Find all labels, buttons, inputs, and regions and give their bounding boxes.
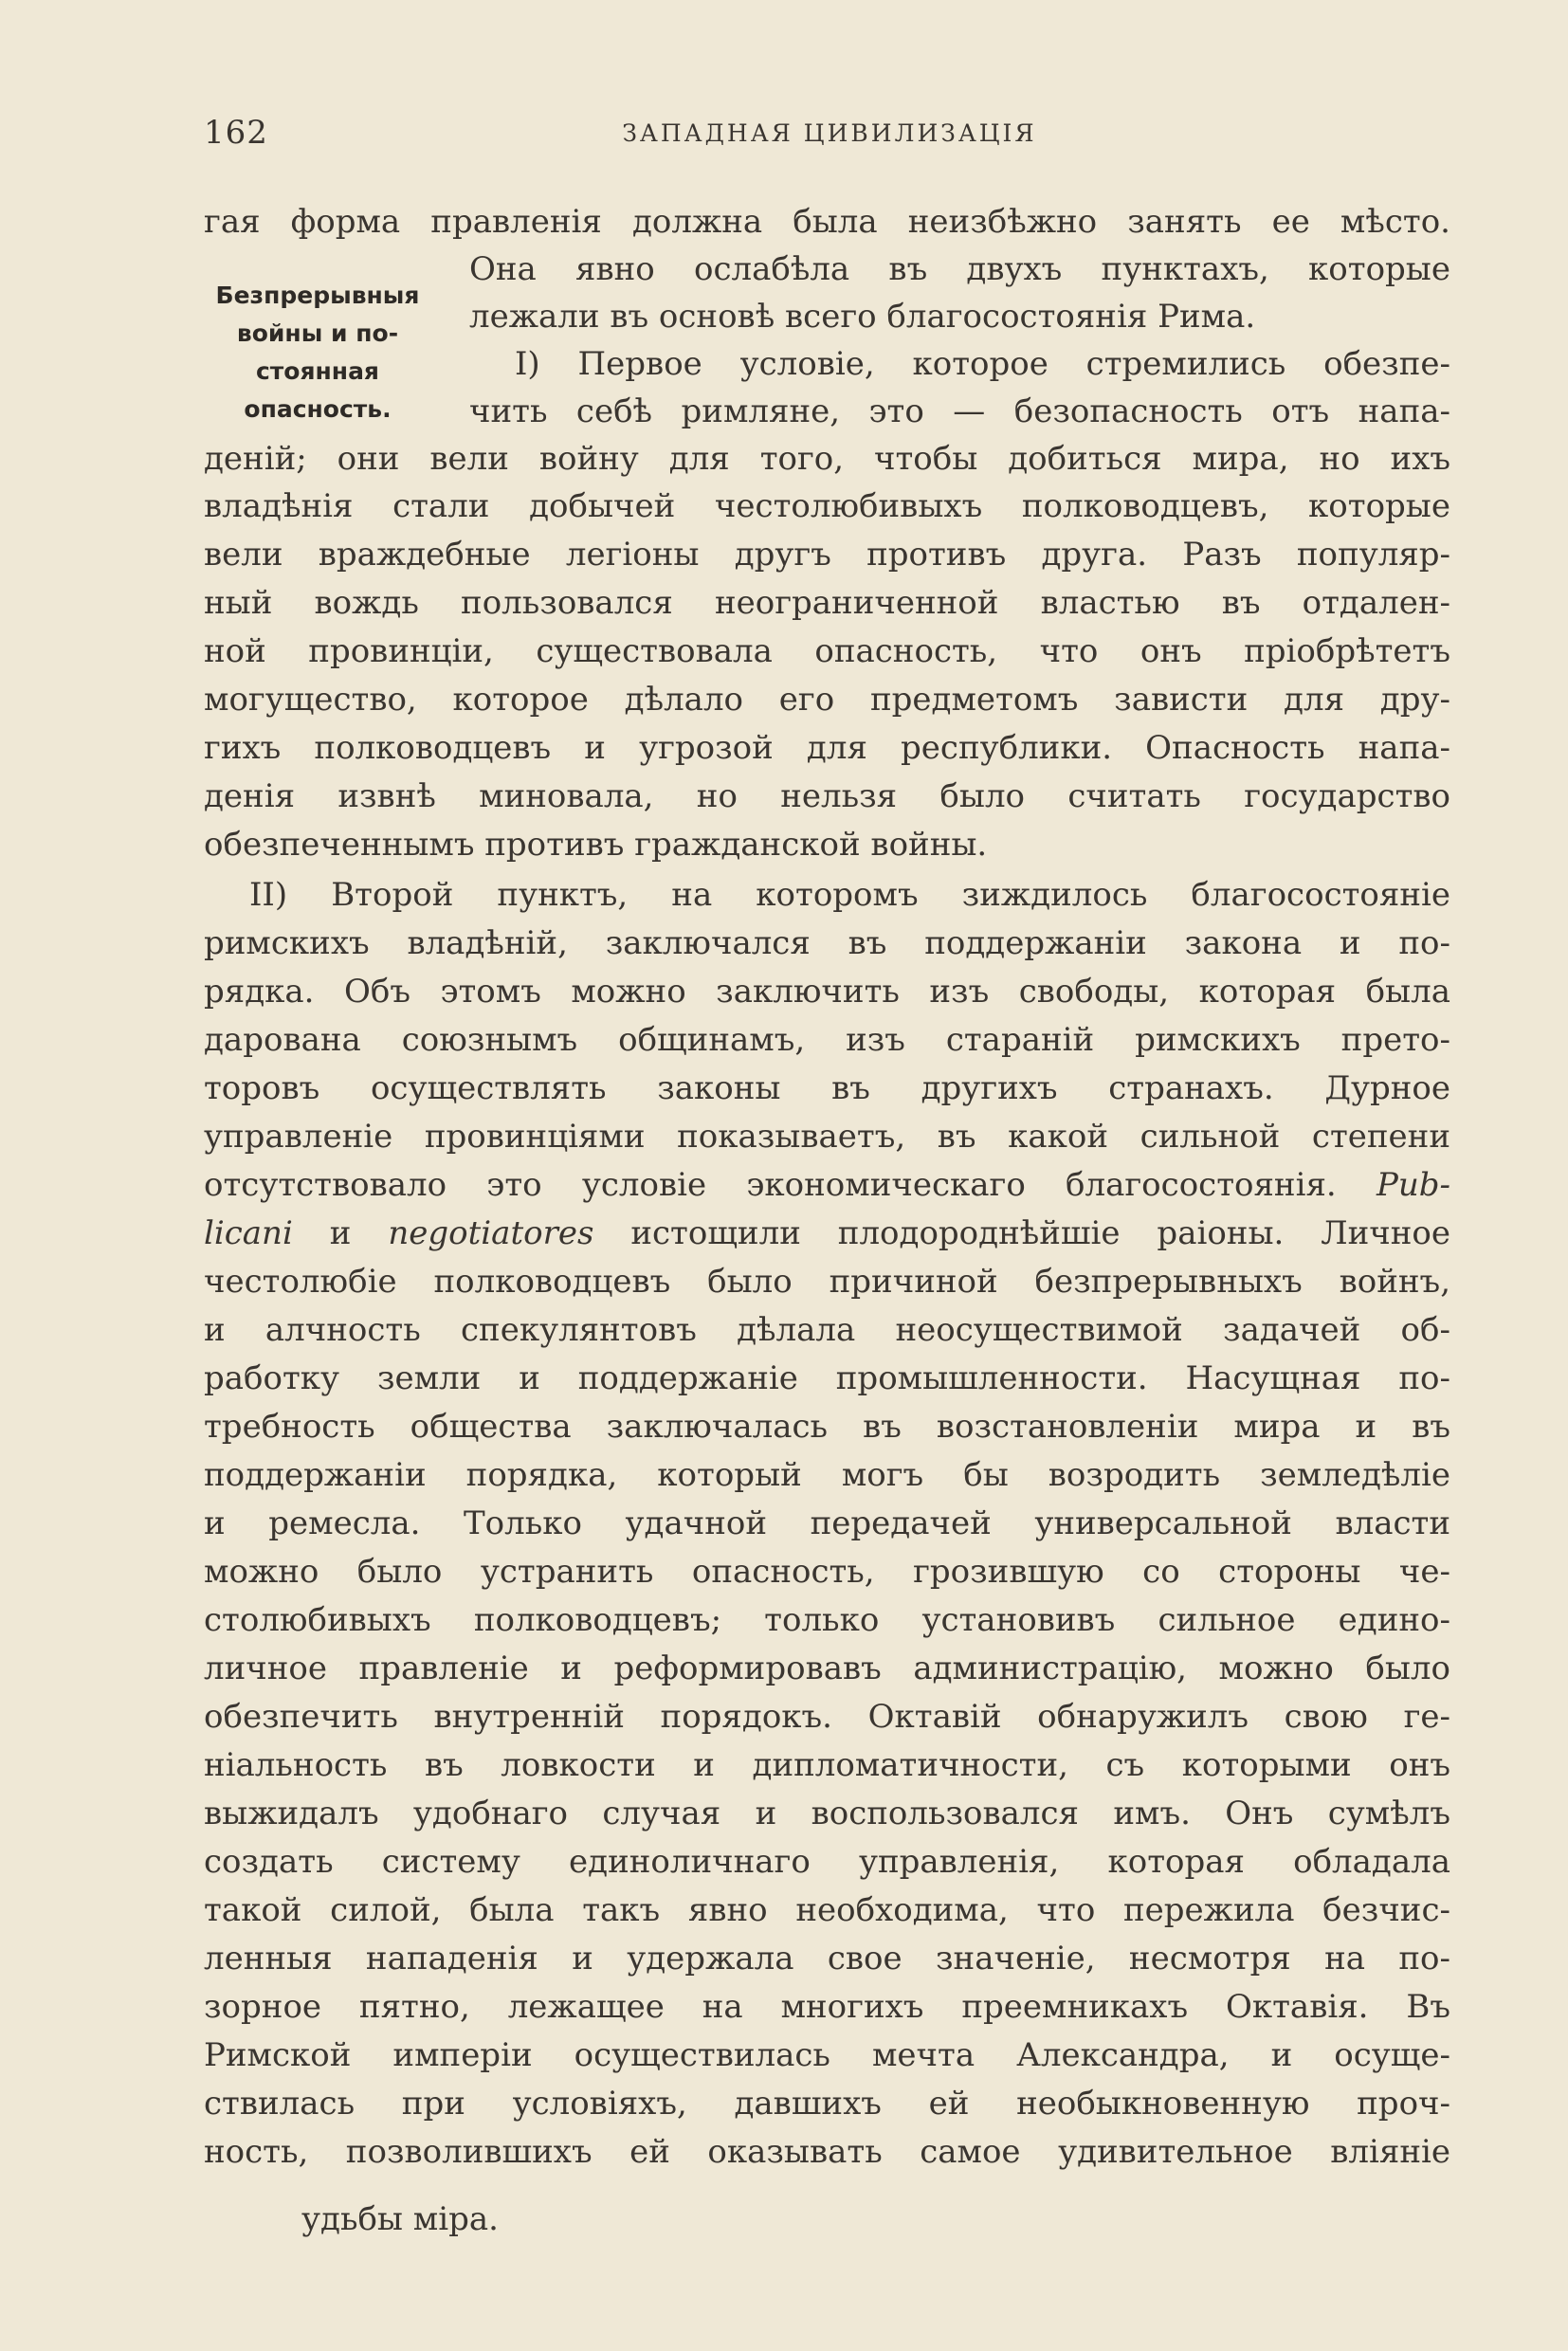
- text-line: владѣнія стали добычей честолюбивыхъ полководцевъ, которые: [204, 487, 1450, 525]
- text-line: лежали въ основѣ всего благосостоянія Рима.: [469, 298, 1256, 336]
- text-line: вели враждебные легіоны другъ противъ друга. Разъ популяр-: [204, 536, 1450, 574]
- text-run: истощили плодороднѣйшіе раіоны. Личное: [630, 1214, 1451, 1252]
- italic-term: Pub-: [1376, 1166, 1450, 1204]
- text-line: зорное пятно, лежащее на многихъ преемникахъ Октавія. Въ: [204, 1988, 1450, 2026]
- margin-note: [190, 277, 446, 428]
- text-line: создать систему единоличнаго управленія, которая обладала: [204, 1843, 1450, 1881]
- text-line: I) Первое условіе, которое стремились обезпе-: [515, 345, 1450, 383]
- text-line: гихъ полководцевъ и угрозой для республики. Опасность напа-: [204, 729, 1450, 767]
- text-line: личное правленіе и реформировавъ администрацію, можно было: [204, 1649, 1450, 1687]
- italic-term: negotiatores: [388, 1214, 594, 1252]
- text-line: Римской имперіи осуществилась мечта Александра, и осуще-: [204, 2036, 1450, 2074]
- text-line: могущество, которое дѣлало его предметомъ зависти для дру-: [204, 681, 1450, 719]
- text-line: столюбивыхъ полководцевъ; только установивъ сильное едино-: [204, 1601, 1450, 1639]
- text-line: и ремесла. Только удачной передачей универсальной власти: [204, 1504, 1450, 1542]
- text-line: ность, позволившихъ ей оказывать самое удивительное вліяніе: [204, 2133, 1450, 2171]
- text-line: выжидалъ удобнаго случая и воспользовался имъ. Онъ сумѣлъ: [204, 1795, 1450, 1832]
- text-line: управленіе провинціями показываетъ, въ какой сильной степени: [204, 1118, 1450, 1156]
- text-line: ленныя нападенія и удержала свое значеніе, несмотря на по-: [204, 1940, 1450, 1977]
- text-line: торовъ осуществлять законы въ другихъ странахъ. Дурное: [204, 1069, 1450, 1107]
- text-line: деній; они вели войну для того, чтобы добиться мира, но ихъ: [204, 440, 1450, 478]
- text-line: рядка. Объ этомъ можно заключить изъ свободы, которая была: [204, 973, 1450, 1011]
- text-line: работку земли и поддержаніе промышленности. Насущная по-: [204, 1359, 1450, 1397]
- text-line: денія извнѣ миновала, но нельзя было считать государство: [204, 777, 1450, 815]
- text-line: Она явно ослабѣла въ двухъ пунктахъ, которые: [469, 250, 1450, 288]
- text-line: такой силой, была такъ явно необходима, что пережила безчис-: [204, 1891, 1450, 1929]
- text-line: чить себѣ римляне, это — безопасность отъ напа-: [469, 392, 1450, 430]
- margin-note-line: опасность.: [244, 395, 392, 423]
- text-line: удьбы міра.: [301, 2200, 499, 2238]
- text-line: римскихъ владѣній, заключался въ поддержаніи закона и по-: [204, 924, 1450, 962]
- text-line: ной провинціи, существовала опасность, что онъ пріобрѣтетъ: [204, 632, 1450, 670]
- margin-note-line: Безпрерывныя: [215, 282, 420, 309]
- text-line: честолюбіе полководцевъ было причиной безпрерывныхъ войнъ,: [204, 1263, 1450, 1301]
- running-head: [204, 114, 1455, 161]
- text-line: [204, 1212, 1450, 1254]
- text-line: дарована союзнымъ общинамъ, изъ стараній римскихъ прето-: [204, 1021, 1450, 1059]
- text-line: [204, 1164, 1450, 1206]
- text-line: можно было устранить опасность, грозившую со стороны че-: [204, 1553, 1450, 1591]
- running-title: ЗАПАДНАЯ ЦИВИЛИЗАЦІЯ: [622, 119, 1037, 147]
- text-line: обезпеченнымъ противъ гражданской войны.: [204, 826, 988, 864]
- text-line: ствилась при условіяхъ, давшихъ ей необыкновенную проч-: [204, 2085, 1450, 2123]
- text-line: поддержаніи порядка, который могъ бы возродить земледѣліе: [204, 1456, 1450, 1494]
- text-line: требность общества заключалась въ возстановленіи мира и въ: [204, 1408, 1450, 1446]
- text-run: отсутствовало это условіе экономическаго благосостоянія.: [204, 1166, 1337, 1204]
- text-line: и алчность спекулянтовъ дѣлала неосуществимой задачей об-: [204, 1311, 1450, 1349]
- text-line: II) Второй пунктъ, на которомъ зиждилось благосостояніе: [249, 876, 1450, 914]
- text-run: и: [329, 1214, 352, 1252]
- italic-term: licani: [204, 1214, 293, 1252]
- margin-note-line: стоянная: [255, 357, 379, 385]
- page-number: 162: [204, 114, 268, 152]
- text-line: обезпечить внутренній порядокъ. Октавій обнаружилъ свою ге-: [204, 1698, 1450, 1736]
- text-line: ный вождь пользовался неограниченной властью въ отдален-: [204, 584, 1450, 622]
- text-line: ніальность въ ловкости и дипломатичности, съ которыми онъ: [204, 1746, 1450, 1784]
- margin-note-line: войны и по-: [236, 319, 399, 347]
- text-line: гая форма правленія должна была неизбѣжно занять ее мѣсто.: [204, 203, 1450, 241]
